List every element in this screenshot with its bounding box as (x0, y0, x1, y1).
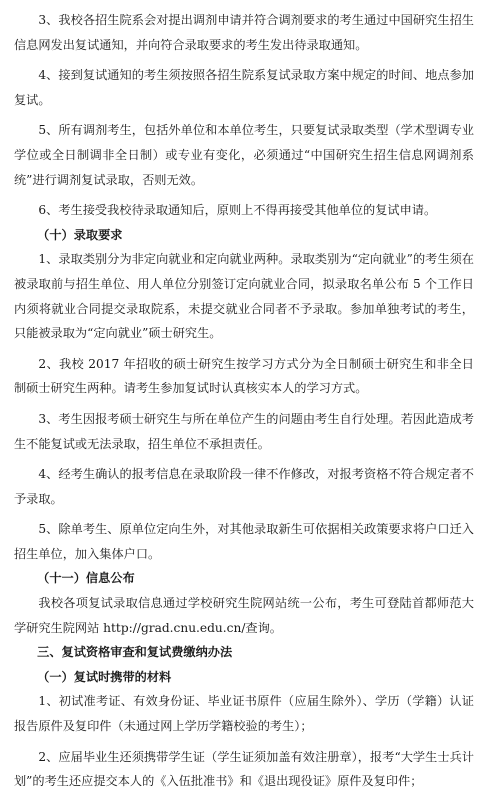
section-heading-11: （十一）信息公布 (37, 571, 135, 586)
paragraph-item-6: 6、考生接受我校待录取通知后，原则上不得再接受其他单位的复试申请。 (38, 203, 437, 218)
paragraph-admission-5: 5、除单考生、原单位定向生外，对其他录取新生可依据相关政策要求将户口迁入招生单位，加入集体户口。 (14, 522, 474, 561)
section-heading-3: 三、复试资格审查和复试费缴纳办法 (37, 645, 233, 660)
paragraph-item-5: 5、所有调剂考生，包括外单位和本单位考生，只要复试录取类型（学术型调专业学位或全日制调非全日制）或专业有变化，必须通过“中国研究生招生信息网调剂系统”进行调剂复试录取，否则无效。 (14, 123, 474, 187)
paragraph-item-3: 3、我校各招生院系会对提出调剂申请并符合调剂要求的考生通过中国研究生招生信息网发出复试通知，并向符合录取要求的考生发出待录取通知。 (14, 13, 474, 52)
paragraph-admission-1: 1、录取类别分为非定向就业和定向就业两种。录取类别为“定向就业”的考生须在被录取前与招生单位、用人单位分别签订定向就业合同，拟录取名单公布 5 个工作日内须将就业合同提交录取院系，未提交就业合同者不予录取。参加单独考试的考生，只能被录取为“定向就业”硕士研究生。 (14, 252, 474, 341)
paragraph-admission-3: 3、考生因报考硕士研究生与所在单位产生的问题由考生自行处理。若因此造成考生不能复试或无法录取，招生单位不承担责任。 (14, 411, 474, 451)
paragraph-item-4: 4、接到复试通知的考生须按照各招生院系复试录取方案中规定的时间、地点参加复试。 (14, 68, 474, 107)
subsection-heading-3-1: （一）复试时携带的材料 (37, 669, 172, 684)
paragraph-materials-1: 1、初试准考证、有效身份证、毕业证书原件（应届生除外）、学历（学籍）认证报告原件及复印件（未通过网上学历学籍校验的考生）； (14, 694, 474, 734)
paragraph-info-publish: 我校各项复试录取信息通过学校研究生院网站统一公布，考生可登陆首都师范大学研究生院网站 http://grad.cnu.edu.cn/查询。 (14, 596, 474, 635)
paragraph-admission-4: 4、经考生确认的报考信息在录取阶段一律不作修改，对报考资格不符合规定者不予录取。 (14, 467, 474, 506)
paragraph-admission-2: 2、我校 2017 年招收的硕士研究生按学习方式分为全日制硕士研究生和非全日制硕士研究生两种。请考生参加复试时认真核实本人的学习方式。 (14, 356, 474, 396)
paragraph-materials-2: 2、应届毕业生还须携带学生证（学生证须加盖有效注册章），报考“大学生士兵计划”的考生还应提交本人的《入伍批准书》和《退出现役证》原件及复印件； (14, 749, 474, 789)
section-heading-10: （十）录取要求 (37, 227, 123, 242)
